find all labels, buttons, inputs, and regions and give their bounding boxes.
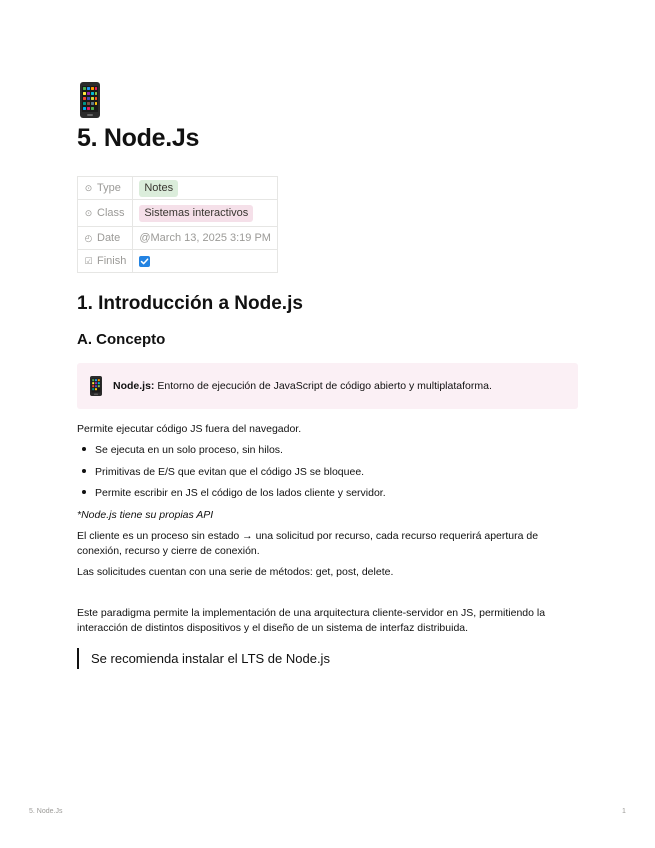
- callout-term: Node.js:: [113, 380, 155, 392]
- status-icon: ⊙: [84, 208, 93, 218]
- property-name-cell: ⊙ Type: [78, 177, 133, 200]
- bullet-dot: [82, 469, 86, 473]
- finish-checkbox[interactable]: [139, 256, 150, 267]
- type-tag[interactable]: Notes: [139, 180, 178, 197]
- checkbox-icon: ☑: [84, 256, 93, 266]
- class-tag[interactable]: Sistemas interactivos: [139, 205, 253, 222]
- mobile-phone-icon: [77, 82, 103, 118]
- property-row-class: [78, 200, 278, 227]
- list-item: Permite escribir en JS el código de los lados cliente y servidor.: [82, 486, 572, 501]
- check-icon: [140, 257, 149, 266]
- section-heading: 1. Introducción a Node.js: [77, 293, 303, 314]
- page-title: 5. Node.Js: [77, 124, 200, 152]
- callout-block: [77, 363, 578, 409]
- property-name-cell: ⊙ Class: [78, 200, 133, 227]
- property-name-cell: ◴ Date: [78, 227, 133, 250]
- paragraph-client: El cliente es un proceso sin estado → una solicitud por recurso, cada recurso requerirá apertura de conexión, recurso y cierre de conexión.: [77, 530, 539, 557]
- paragraph-note: *Node.js tiene su propias API: [77, 509, 214, 521]
- properties-table: [77, 176, 278, 273]
- list-item: Se ejecuta en un solo proceso, sin hilos.: [82, 443, 572, 458]
- property-value-cell[interactable]: [133, 200, 278, 227]
- property-value-cell[interactable]: [133, 250, 278, 273]
- list-item: Primitivas de E/S que evitan que el código JS se bloquee.: [82, 465, 572, 480]
- subsection-heading: A. Concepto: [77, 331, 166, 348]
- paragraph-intro: Permite ejecutar código JS fuera del navegador.: [77, 423, 302, 435]
- property-row-finish: [78, 250, 278, 273]
- property-name-cell: ☑ Finish: [78, 250, 133, 273]
- property-row-type: [78, 177, 278, 200]
- callout-text: [113, 380, 492, 392]
- footer-page-title: 5. Node.Js: [29, 808, 63, 815]
- clock-icon: ◴: [84, 233, 93, 243]
- property-value-cell[interactable]: [133, 177, 278, 200]
- date-value[interactable]: @March 13, 2025 3:19 PM: [139, 232, 271, 244]
- status-icon: ⊙: [84, 183, 93, 193]
- quote-block: Se recomienda instalar el LTS de Node.js: [77, 648, 330, 669]
- property-row-date: [78, 227, 278, 250]
- paragraph-methods: Las solicitudes cuentan con una serie de métodos: get, post, delete.: [77, 566, 394, 578]
- mobile-phone-icon: [89, 376, 103, 396]
- callout-definition: Entorno de ejecución de JavaScript de código abierto y multiplataforma.: [157, 380, 492, 392]
- footer-page-number: 1: [622, 808, 626, 815]
- bullet-dot: [82, 490, 86, 494]
- paragraph-paradigm: Este paradigma permite la implementación de una arquitectura cliente-servidor en JS, permitiendo la interacción de distintos dispositivos y el diseño de un sistema de interfaz distribuida.: [77, 607, 546, 634]
- bullet-dot: [82, 447, 86, 451]
- property-value-cell[interactable]: [133, 227, 278, 250]
